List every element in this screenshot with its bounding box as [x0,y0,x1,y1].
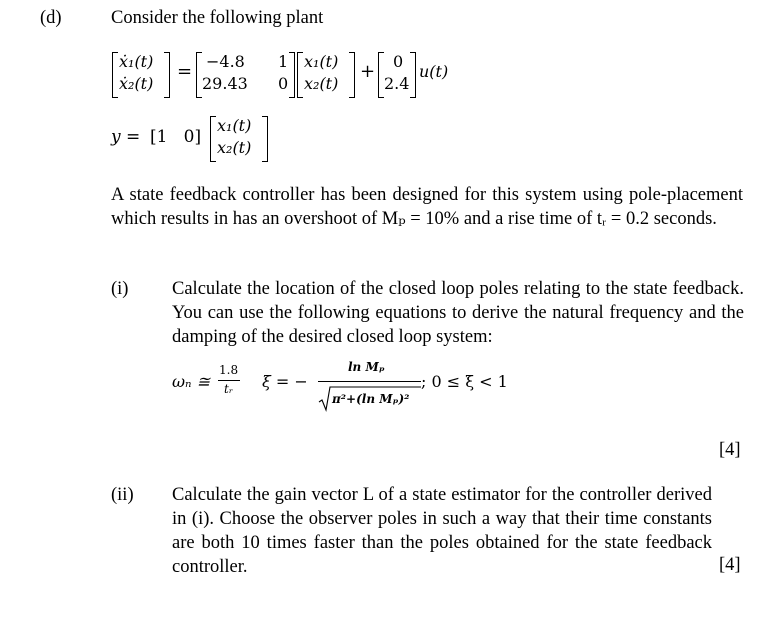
xi-fraction-bar [318,381,421,382]
b-row-1: 0 [393,52,404,71]
intro-line: Consider the following plant [111,8,324,28]
y-x-row-2: x₂(t) [217,138,252,157]
a-bracket-right [289,52,295,98]
lhs-bracket-right [164,52,170,98]
y-x-bracket-right [262,116,268,162]
part-ii-marks: [4] [719,555,741,575]
equals-sign: = [177,61,193,82]
omega-numerator: 1.8 [219,363,239,377]
output-lhs: y = [111,127,141,147]
b-bracket-right [410,52,416,98]
a-11: −4.8 [206,52,245,71]
lhs-row-2: ẋ₂(t) [119,74,154,93]
part-i-label: (i) [111,279,129,299]
part-ii-label: (ii) [111,485,134,505]
x-bracket-left [297,52,303,98]
part-label: (d) [40,8,62,28]
part-ii-text: Calculate the gain vector L of a state estimator for the controller derived in (i). Choose the observer poles in such a way that their time constants are both 10 times faster than the poles obtained for the state feedback controller. [172,485,712,577]
part-i-marks: [4] [719,440,741,460]
xi-denominator: π²+(ln Mₚ)² [332,392,410,406]
x-bracket-right [349,52,355,98]
y-x-bracket-left [210,116,216,162]
a-22: 0 [278,74,289,93]
input-u: u(t) [419,62,449,81]
description-paragraph: A state feedback controller has been designed for this system using pole-placement which results in has an overshoot of Mₚ = 10% and a rise time of tᵣ = 0.2 seconds. [111,185,743,229]
omega-denominator: tᵣ [224,382,233,396]
plus-sign: + [360,61,376,82]
xi-numerator: ln Mₚ [348,360,385,374]
x-row-2: x₂(t) [304,74,339,93]
xi-range: ; 0 ≤ ξ < 1 [421,372,508,391]
c-matrix: [1 0] [150,127,202,147]
part-i-text: Calculate the location of the closed loop poles relating to the state feedback. You can use the following equations to derive the natural frequency and the damping of the desired closed loop system: [172,279,744,347]
b-row-2: 2.4 [384,74,410,93]
omega-fraction-bar [218,380,240,381]
y-x-row-1: x₁(t) [217,116,252,135]
xi-lhs: ξ = − [262,372,308,391]
lhs-bracket-left [112,52,118,98]
a-12: 1 [278,52,289,71]
a-21: 29.43 [202,74,248,93]
x-row-1: x₁(t) [304,52,339,71]
omega-lhs: ωₙ ≅ [172,372,211,391]
lhs-row-1: ẋ₁(t) [119,52,154,71]
